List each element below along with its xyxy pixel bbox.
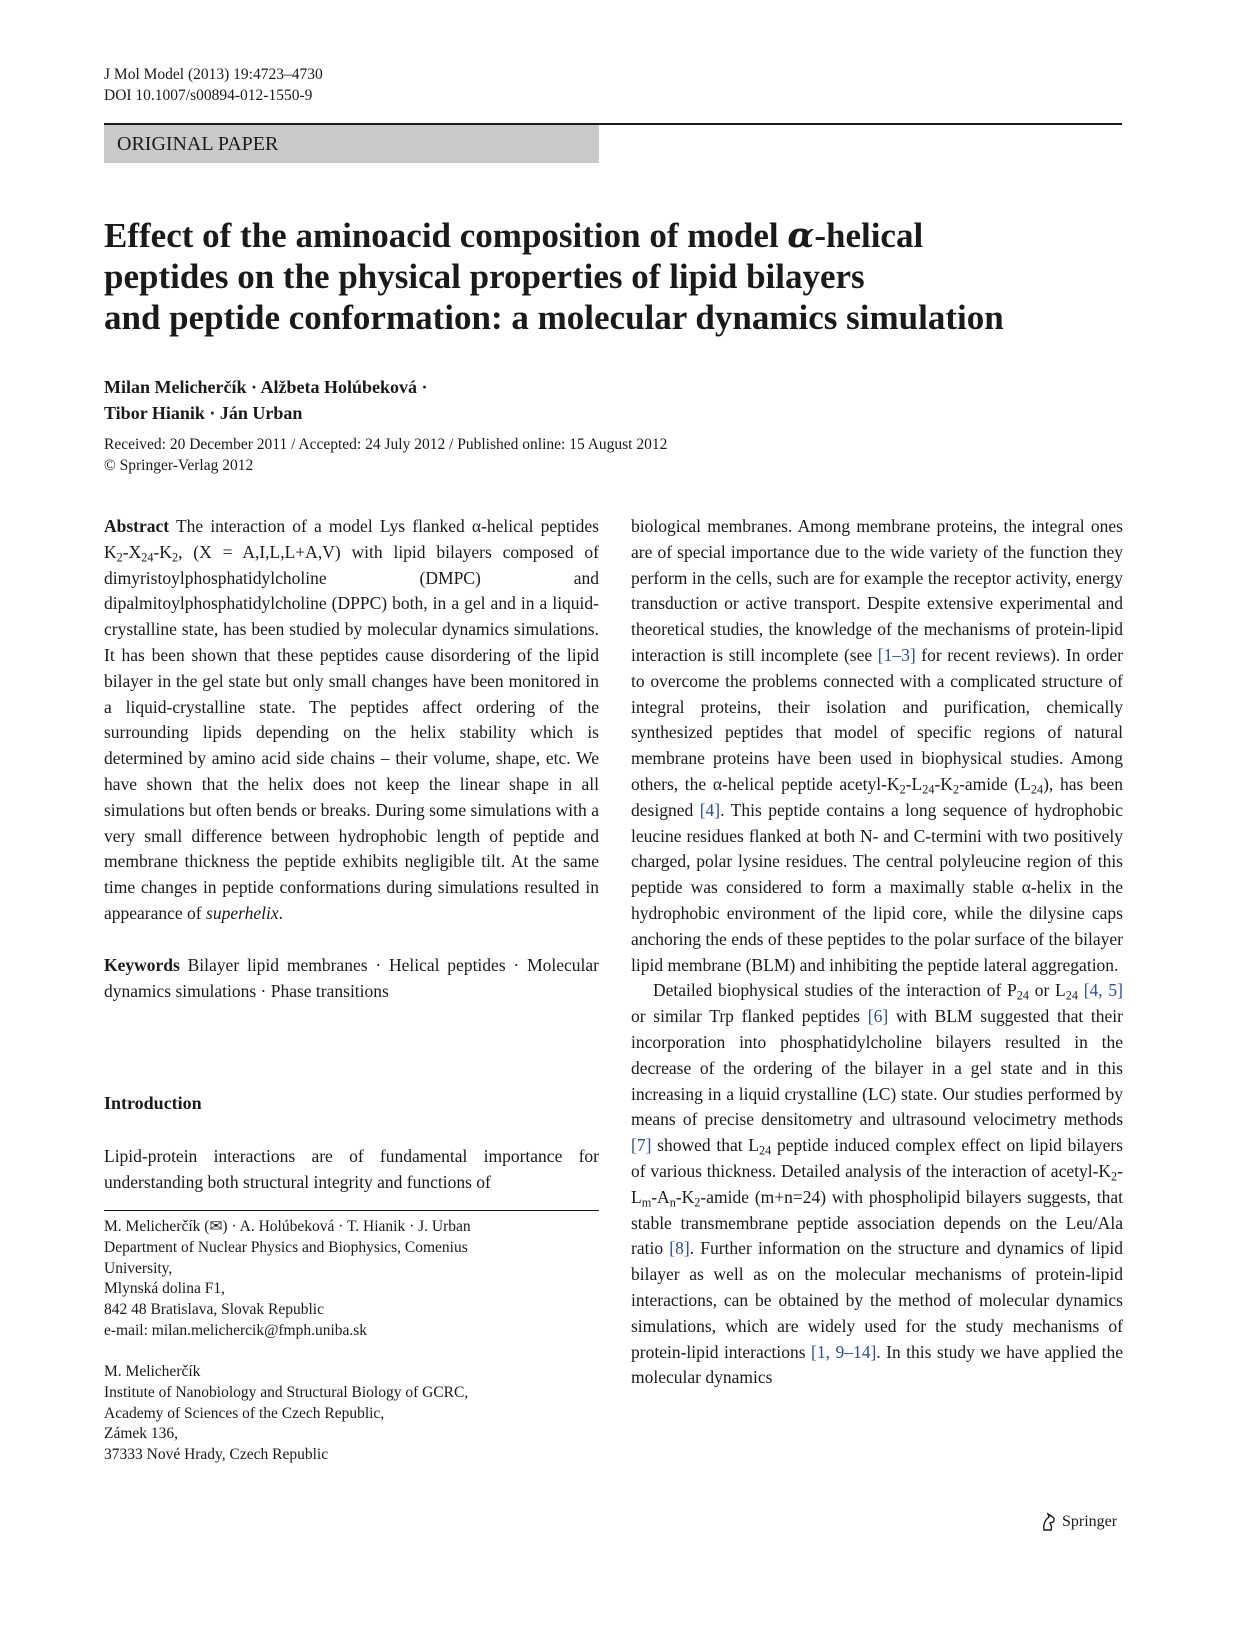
left-column <box>104 514 599 1004</box>
keywords-text: Bilayer lipid membranes · Helical peptides · Molecular dynamics simulations · Phase transitions <box>104 954 599 1001</box>
citation-link[interactable]: [8] <box>669 1238 690 1259</box>
body-text: -L <box>905 773 923 794</box>
affiliation-block-2 <box>104 1362 599 1466</box>
affiliation-line: 37333 Nové Hrady, Czech Republic <box>104 1446 329 1464</box>
publisher-name: Springer <box>1062 1513 1118 1530</box>
authors-line1: Milan Melicherčík · Alžbeta Holúbeková · <box>104 377 428 397</box>
abstract-text: -X <box>122 541 142 562</box>
abstract <box>104 514 599 927</box>
body-text: -A <box>651 1186 670 1207</box>
body-text: . In this study we have applied the molecular dynamics <box>631 1341 1124 1388</box>
introduction-text: Lipid-protein interactions are of fundamental importance for understanding both structural integrity and functions of <box>104 1146 599 1192</box>
affiliation-line: Academy of Sciences of the Czech Republic, <box>104 1404 385 1422</box>
body-text: for recent reviews). In order to overcome the problems connected with a complicated structure of integral proteins, their isolation and purification, chemically synthesized peptides that model of specific regions of natural membrane proteins have been used in biophysical studies. Among others, the α-helical peptide acetyl-K <box>631 644 1123 794</box>
affiliation-line: Zámek 136, <box>104 1425 179 1443</box>
springer-horse-icon <box>1040 1512 1058 1532</box>
affiliation-line: Mlynská dolina F1, <box>104 1280 225 1298</box>
body-text: peptide induced complex effect on lipid bilayers of various thickness. Detailed analysis of the interaction of acetyl-K <box>631 1135 1123 1181</box>
email-line: e-mail: milan.melichercik@fmph.uniba.sk <box>104 1321 368 1339</box>
right-column <box>631 514 1123 1391</box>
subscript: 2 <box>171 550 179 565</box>
title-line1-a: Effect of the aminoacid composition of model <box>104 216 788 255</box>
citation-link[interactable]: [7] <box>631 1135 652 1156</box>
affiliation-line: Department of Nuclear Physics and Biophysics, Comenius <box>104 1238 468 1256</box>
subscript: 2 <box>899 782 906 797</box>
body-paragraph <box>631 514 1123 978</box>
journal-citation <box>104 64 323 106</box>
abstract-italic: superhelix <box>206 902 279 923</box>
body-text: -K <box>675 1186 695 1207</box>
subscript: n <box>669 1195 676 1210</box>
title-line1-b: -helical <box>814 216 924 255</box>
subscript: 24 <box>922 782 935 797</box>
affiliation-line: Institute of Nanobiology and Structural Biology of GCRC, <box>104 1383 469 1401</box>
citation-link[interactable]: [1, 9–14] <box>811 1341 877 1362</box>
body-paragraph <box>631 978 1123 1391</box>
abstract-text: -K <box>153 541 172 562</box>
keywords-label: Keywords <box>104 954 180 975</box>
body-text: or L <box>1029 980 1066 1001</box>
citation-link[interactable]: [4, 5] <box>1083 980 1123 1001</box>
introduction-heading: Introduction <box>104 1093 202 1113</box>
citation-link[interactable]: [6] <box>867 1006 889 1027</box>
publication-dates <box>104 434 667 476</box>
body-text: showed that L <box>651 1135 759 1156</box>
article-title <box>104 215 1124 338</box>
body-text: ), has been designed <box>631 773 1123 820</box>
subscript: 24 <box>759 1143 772 1158</box>
body-text: . This peptide contains a long sequence of hydrophobic leucine residues flanked at both N- and C-termini with two positively charged, polar lysine residues. The central polyleucine region of this peptide was considered to form a maximally stable α-helix in the hydrophobic environment of the lipid core, while the dilysine caps anchoring the ends of these peptides to the polar surface of the bilayer lipid membrane (BLM) and inhibiting the peptide lateral aggregation. <box>631 799 1123 975</box>
body-text: with BLM suggested that their incorporation into phosphatidylcholine bilayers resulted in the decrease of the ordering of the bilayer in a gel state and in this increasing in a liquid crystalline (LC) state. Our studies performed by means of precise densitometry and ultrasound velocimetry methods <box>631 1006 1123 1130</box>
subscript: 24 <box>141 550 154 565</box>
doi-line: DOI 10.1007/s00894-012-1550-9 <box>104 87 313 104</box>
abstract-text: , (X = A,I,L,L+A,V) with lipid bilayers composed of dimyristoylphosphatidylcholine (DMPC) and dipalmitoylphosphatidylcholine (DPPC) both, in a gel and in a liquid-crystalline state, has been studied by molecular dynamics simulations. It has been shown that these peptides cause disordering of the lipid bilayer in the gel state but only small changes have been monitored in a liquid-crystalline state. The peptides affect ordering of the surrounding lipids depending on the helix stability which is determined by amino acid side chains – their volume, shape, etc. We have shown that the helix does not keep the linear shape in all simulations but often bends or breaks. During some simulations with a very small difference between hydrophobic length of peptide and membrane thickness the peptide exhibits negligible tilt. At the same time changes in peptide conformations during simulations resulted in appearance of <box>104 541 599 923</box>
publisher-logo <box>1040 1512 1117 1532</box>
citation-link[interactable]: [4] <box>699 799 721 820</box>
subscript: 2 <box>116 550 123 565</box>
journal-line: J Mol Model (2013) 19:4723–4730 <box>104 66 323 83</box>
section-label: ORIGINAL PAPER <box>104 125 599 163</box>
subscript: 24 <box>1065 989 1078 1004</box>
body-text: -amide (L <box>959 773 1031 794</box>
body-text: Detailed biophysical studies of the interaction of P <box>653 980 1017 1001</box>
body-text: or similar Trp flanked peptides <box>631 1006 868 1027</box>
title-line3: and peptide conformation: a molecular dynamics simulation <box>104 298 1004 337</box>
subscript: m <box>641 1195 652 1210</box>
affiliation-line: 842 48 Bratislava, Slovak Republic <box>104 1301 324 1319</box>
abstract-text: . <box>278 902 283 923</box>
body-text: . Further information on the structure and dynamics of lipid bilayer as well as on the molecular mechanisms of protein-lipid interactions, can be obtained by the method of molecular dynamics simulations, which are widely used for the study mechanisms of protein-lipid interactions <box>631 1238 1123 1362</box>
title-alpha: α <box>787 215 815 256</box>
affiliation-line: M. Melicherčík <box>104 1363 201 1380</box>
abstract-text: The interaction of a model Lys flanked α-helical peptides K <box>104 516 599 562</box>
dates-line: Received: 20 December 2011 / Accepted: 24 July 2012 / Published online: 15 August 2012 <box>104 436 668 453</box>
author-list <box>104 374 427 426</box>
abstract-label: Abstract <box>104 516 170 536</box>
subscript: 2 <box>694 1195 701 1210</box>
footnote-rule <box>104 1210 599 1211</box>
body-text: biological membranes. Among membrane proteins, the integral ones are of special importance due to the wide variety of the function they perform in the cells, such are for example the receptor activity, energy transduction or active transport. Despite extensive experimental and theoretical studies, the knowledge of the mechanisms of protein-lipid interaction is still incomplete (see <box>631 516 1123 665</box>
title-line2: peptides on the physical properties of lipid bilayers <box>104 257 865 296</box>
subscript: 24 <box>1016 989 1030 1004</box>
body-text: -K <box>934 773 953 794</box>
keywords <box>104 953 599 1005</box>
subscript: 2 <box>1111 1169 1118 1184</box>
citation-link[interactable]: [1–3] <box>877 644 916 665</box>
affiliation-line: University, <box>104 1259 173 1277</box>
copyright-line: © Springer-Verlag 2012 <box>104 457 254 474</box>
affiliation-block-1 <box>104 1217 599 1342</box>
authors-line2: Tibor Hianik · Ján Urban <box>104 403 303 423</box>
subscript: 24 <box>1030 782 1044 797</box>
subscript: 2 <box>952 782 960 797</box>
affiliation-line: M. Melicherčík (✉) · A. Holúbeková · T. Hianik · J. Urban <box>104 1218 471 1235</box>
body-text: -amide (m+n=24) with phospholipid bilayers suggests, that stable transmembrane peptide association depends on the Leu/Ala ratio <box>631 1186 1123 1259</box>
body-text: -L <box>631 1160 1123 1207</box>
